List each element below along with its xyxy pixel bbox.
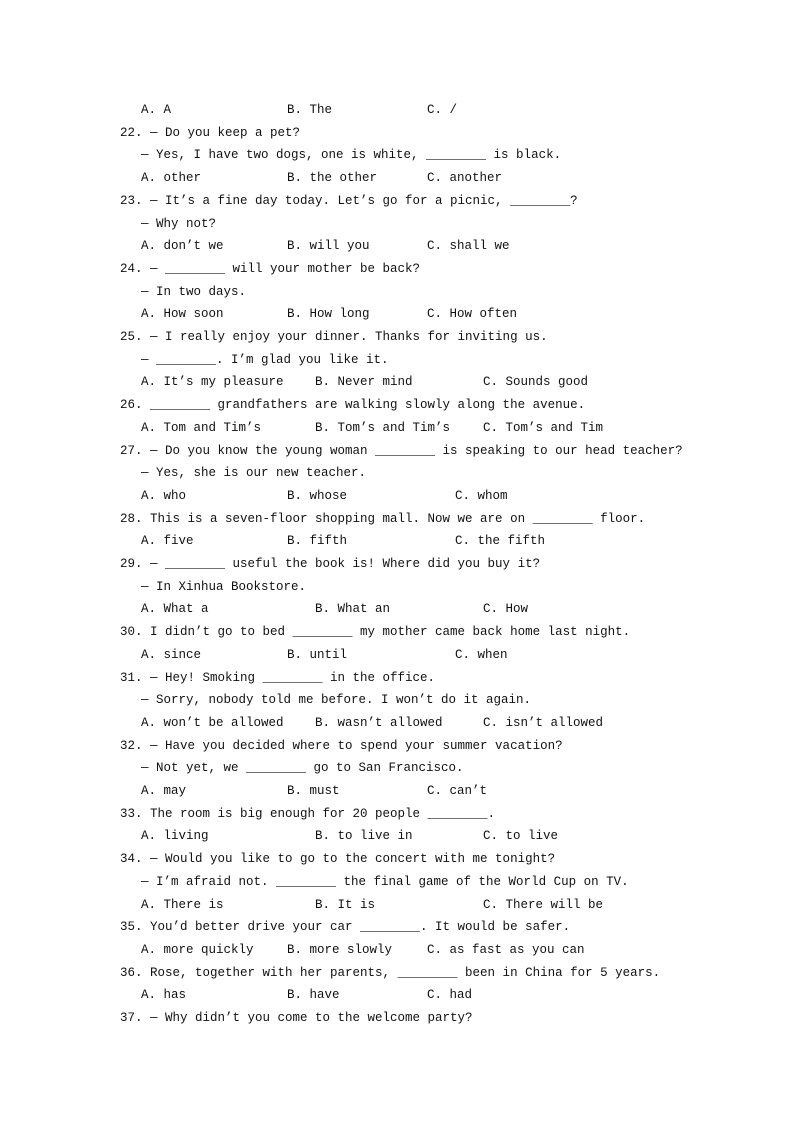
- dialogue-line: — Not yet, we ________ go to San Francisco.: [141, 761, 464, 775]
- option-c: C. isn’t allowed: [483, 716, 604, 730]
- option-b: B. It is: [315, 898, 376, 912]
- question-text: 35. You’d better drive your car ________. It would be safer.: [120, 920, 571, 934]
- option-b: B. wasn’t allowed: [315, 716, 443, 730]
- question-text: 30. I didn’t go to bed ________ my mother came back home last night.: [120, 625, 631, 639]
- option-a: A. won’t be allowed: [141, 716, 284, 730]
- option-b: B. the other: [287, 171, 378, 185]
- option-a: A. don’t we: [141, 239, 224, 253]
- option-c: C. /: [427, 103, 458, 117]
- option-a: A. five: [141, 534, 194, 548]
- option-b: B. What an: [315, 602, 391, 616]
- question-text: 28. This is a seven-floor shopping mall. Now we are on ________ floor.: [120, 512, 646, 526]
- option-b: B. will you: [287, 239, 370, 253]
- question-text: 37. — Why didn’t you come to the welcome party?: [120, 1011, 473, 1025]
- option-c: C. Sounds good: [483, 375, 589, 389]
- question-text: 22. — Do you keep a pet?: [120, 126, 301, 140]
- option-b: B. fifth: [287, 534, 348, 548]
- question-text: 33. The room is big enough for 20 people ________.: [120, 807, 496, 821]
- option-a: A. What a: [141, 602, 209, 616]
- question-text: 32. — Have you decided where to spend your summer vacation?: [120, 739, 563, 753]
- option-a: A. How soon: [141, 307, 224, 321]
- dialogue-line: — Sorry, nobody told me before. I won’t do it again.: [141, 693, 532, 707]
- question-text: 24. — ________ will your mother be back?: [120, 262, 421, 276]
- option-b: B. must: [287, 784, 340, 798]
- option-a: A. may: [141, 784, 187, 798]
- option-c: C. when: [455, 648, 508, 662]
- option-b: B. more slowly: [287, 943, 393, 957]
- option-c: C. another: [427, 171, 503, 185]
- option-c: C. as fast as you can: [427, 943, 585, 957]
- question-text: 23. — It’s a fine day today. Let’s go for a picnic, ________?: [120, 194, 578, 208]
- dialogue-line: — ________. I’m glad you like it.: [141, 353, 389, 367]
- option-b: B. whose: [287, 489, 348, 503]
- dialogue-line: — In Xinhua Bookstore.: [141, 580, 307, 594]
- option-c: C. How: [483, 602, 529, 616]
- option-a: A. living: [141, 829, 209, 843]
- option-a: A. who: [141, 489, 187, 503]
- option-a: A. Tom and Tim’s: [141, 421, 262, 435]
- option-a: A. A: [141, 103, 172, 117]
- option-b: B. Never mind: [315, 375, 413, 389]
- question-text: 29. — ________ useful the book is! Where did you buy it?: [120, 557, 541, 571]
- question-text: 31. — Hey! Smoking ________ in the office.: [120, 671, 436, 685]
- dialogue-line: — Yes, I have two dogs, one is white, ________ is black.: [141, 148, 562, 162]
- question-text: 27. — Do you know the young woman ________ is speaking to our head teacher?: [120, 444, 683, 458]
- option-b: B. have: [287, 988, 340, 1002]
- question-text: 25. — I really enjoy your dinner. Thanks for inviting us.: [120, 330, 548, 344]
- dialogue-line: — Why not?: [141, 217, 217, 231]
- option-c: C. whom: [455, 489, 508, 503]
- question-text: 26. ________ grandfathers are walking slowly along the avenue.: [120, 398, 586, 412]
- option-b: B. until: [287, 648, 348, 662]
- option-c: C. can’t: [427, 784, 488, 798]
- option-c: C. had: [427, 988, 473, 1002]
- option-a: A. other: [141, 171, 202, 185]
- option-b: B. How long: [287, 307, 370, 321]
- option-c: C. shall we: [427, 239, 510, 253]
- option-b: B. The: [287, 103, 333, 117]
- option-c: C. the fifth: [455, 534, 546, 548]
- dialogue-line: — I’m afraid not. ________ the final game of the World Cup on TV.: [141, 875, 629, 889]
- dialogue-line: — Yes, she is our new teacher.: [141, 466, 367, 480]
- option-a: A. It’s my pleasure: [141, 375, 284, 389]
- option-a: A. more quickly: [141, 943, 254, 957]
- option-a: A. since: [141, 648, 202, 662]
- option-c: C. to live: [483, 829, 559, 843]
- option-b: B. Tom’s and Tim’s: [315, 421, 451, 435]
- dialogue-line: — In two days.: [141, 285, 247, 299]
- question-text: 36. Rose, together with her parents, ________ been in China for 5 years.: [120, 966, 661, 980]
- option-b: B. to live in: [315, 829, 413, 843]
- option-c: C. How often: [427, 307, 518, 321]
- option-a: A. There is: [141, 898, 224, 912]
- option-c: C. Tom’s and Tim: [483, 421, 604, 435]
- option-c: C. There will be: [483, 898, 604, 912]
- option-a: A. has: [141, 988, 187, 1002]
- question-text: 34. — Would you like to go to the concert with me tonight?: [120, 852, 556, 866]
